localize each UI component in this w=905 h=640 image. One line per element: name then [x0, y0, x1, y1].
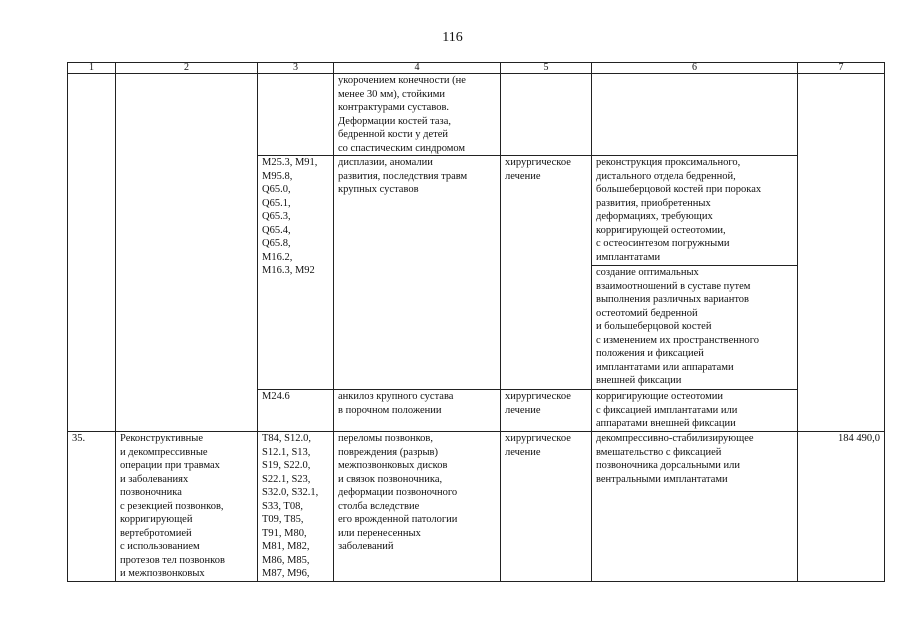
column-header: 4 [334, 63, 501, 74]
column-number-row [68, 63, 885, 74]
medical-care-table [67, 62, 885, 582]
diagnosis-cell: дисплазии, аномалии развития, последствия травм крупных суставов [334, 156, 501, 390]
codes-cell: T84, S12.0, S12.1, S13, S19, S22.0, S22.1, S23, S32.0, S32.1, S33, T08, T09, T85, T91, M80, M81, M82, M86, M85, M87, M96, [258, 432, 334, 582]
price-cell: 184 490,0 [798, 432, 885, 582]
care-type-cell [116, 74, 258, 432]
codes-cell: M24.6 [258, 390, 334, 432]
diagnosis-cell: переломы позвонков, повреждения (разрыв) межпозвонковых дисков и связок позвоночника, деформации позвоночного столба вследствие его врожденной патологии или перенесенных заболеваний [334, 432, 501, 582]
row-number-cell [68, 74, 116, 432]
table-row [68, 432, 885, 582]
column-header: 6 [592, 63, 798, 74]
method-cell: декомпрессивно-стабилизирующее вмешательство с фиксацией позвоночника дорсальными или вентральными имплантатами [592, 432, 798, 582]
column-header: 5 [501, 63, 592, 74]
codes-cell: M25.3, M91, M95.8, Q65.0, Q65.1, Q65.3, Q65.4, Q65.8, M16.2, M16.3, M92 [258, 156, 334, 390]
row-number-cell: 35. [68, 432, 116, 582]
diagnosis-cell: анкилоз крупного сустава в порочном положении [334, 390, 501, 432]
table-row [68, 74, 885, 156]
price-cell [798, 74, 885, 432]
column-header: 1 [68, 63, 116, 74]
method-cell: реконструкция проксимального, дистального отдела бедренной, большеберцовой костей при пороках развития, приобретенных деформациях, требующих корригирующей остеотомии, с остеосинтезом погружными имплантатами [592, 156, 798, 266]
method-cell: корригирующие остеотомии с фиксацией имплантатами или аппаратами внешней фиксации [592, 390, 798, 432]
column-header: 3 [258, 63, 334, 74]
page-number: 116 [442, 30, 463, 45]
care-type-cell: Реконструктивные и декомпрессивные операции при травмах и заболеваниях позвоночника с резекцией позвонков, корригирующей вертебротомией с использованием протезов тел позвонков и межпозвонковых [116, 432, 258, 582]
treatment-cell [501, 74, 592, 156]
treatment-cell: хирургическое лечение [501, 390, 592, 432]
column-header: 7 [798, 63, 885, 74]
codes-cell [258, 74, 334, 156]
method-cell [592, 74, 798, 156]
treatment-cell: хирургическое лечение [501, 156, 592, 390]
method-cell: создание оптимальных взаимоотношений в суставе путем выполнения различных вариантов остеотомий бедренной и большеберцовой костей с изменением их пространственного положения и фиксацией имплантатами или аппаратами внешней фиксации [592, 266, 798, 390]
diagnosis-cell: укорочением конечности (не менее 30 мм), стойкими контрактурами суставов. Деформации костей таза, бедренной кости у детей со спастическим синдромом [334, 74, 501, 156]
treatment-cell: хирургическое лечение [501, 432, 592, 582]
column-header: 2 [116, 63, 258, 74]
